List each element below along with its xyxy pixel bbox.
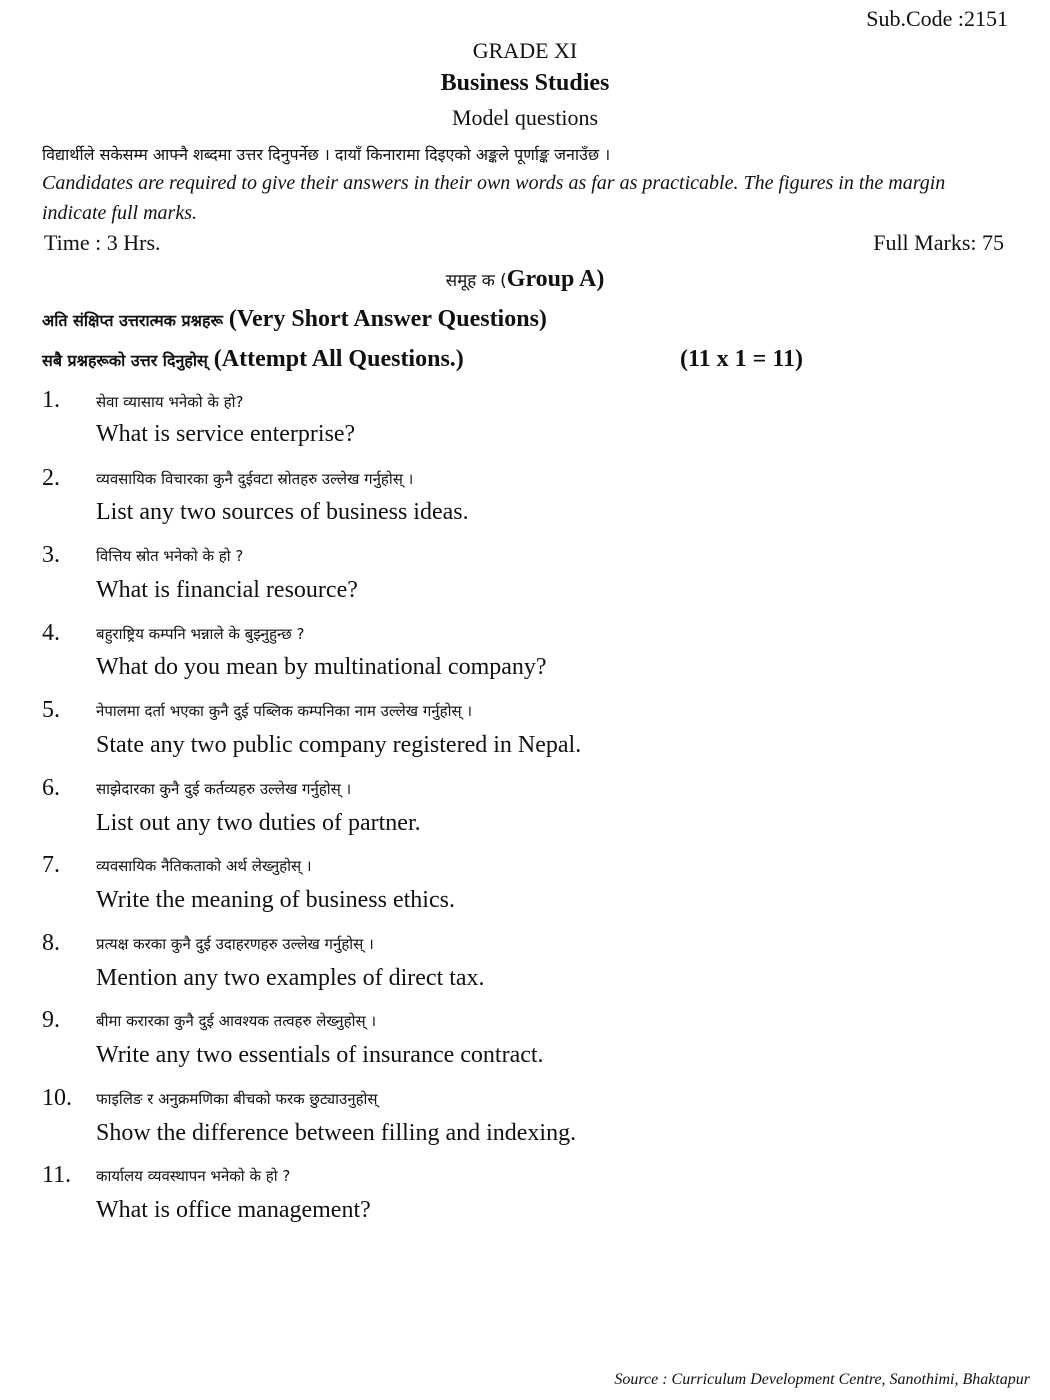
question-number: 11. bbox=[42, 1162, 72, 1188]
question-english: State any two public company registered in Nepal. bbox=[96, 732, 582, 758]
question-nepali: नेपालमा दर्ता भएका कुनै दुई पब्लिक कम्पनिका नाम उल्लेख गर्नुहोस् । bbox=[96, 702, 473, 720]
question-number: 3. bbox=[42, 542, 60, 568]
question-number: 7. bbox=[42, 852, 60, 878]
grade-title: GRADE XI bbox=[472, 38, 578, 63]
question-nepali: व्यवसायिक नैतिकताको अर्थ लेख्नुहोस् । bbox=[96, 857, 312, 875]
question-english: What is service enterprise? bbox=[96, 421, 356, 447]
attempt-english: (Attempt All Questions.) bbox=[213, 346, 464, 372]
source-footer: Source : Curriculum Development Centre, Sanothimi, Bhaktapur bbox=[614, 1371, 1030, 1388]
exam-time: Time : 3 Hrs. bbox=[44, 230, 161, 255]
question-nepali: व्यवसायिक विचारका कुनै दुईवटा स्रोतहरु उल्लेख गर्नुहोस् । bbox=[96, 470, 414, 488]
question-english: Write the meaning of business ethics. bbox=[96, 887, 455, 913]
instructions-english: Candidates are required to give their answers in their own words as far as practicable. The figures in the margin indicate full marks. bbox=[42, 172, 946, 224]
question-nepali: फाइलिङ र अनुक्रमणिका बीचको फरक छुट्याउनुहोस् bbox=[96, 1090, 378, 1108]
question-english: What do you mean by multinational company? bbox=[96, 654, 547, 680]
subtitle: Model questions bbox=[451, 105, 599, 130]
attempt-instruction bbox=[42, 346, 464, 373]
question-english: List any two sources of business ideas. bbox=[96, 499, 469, 525]
full-marks: Full Marks: 75 bbox=[873, 230, 1004, 255]
question-nepali: बीमा करारका कुनै दुई आवश्यक तत्वहरु लेख्नुहोस् । bbox=[96, 1012, 377, 1030]
question-type-english: (Very Short Answer Questions) bbox=[228, 306, 547, 332]
question-nepali: वित्तिय स्रोत भनेको के हो ? bbox=[96, 547, 244, 565]
question-type-heading bbox=[42, 306, 547, 333]
question-number: 10. bbox=[42, 1085, 72, 1111]
question-number: 1. bbox=[42, 387, 60, 413]
group-heading-nepali: समूह क ( bbox=[445, 271, 507, 291]
question-nepali: साझेदारका कुनै दुई कर्तव्यहरु उल्लेख गर्नुहोस् । bbox=[96, 780, 352, 798]
question-english: Show the difference between filling and indexing. bbox=[96, 1120, 577, 1146]
question-type-nepali: अति संक्षिप्त उत्तरात्मक प्रश्नहरू bbox=[42, 311, 223, 330]
subject-code: Sub.Code :2151 bbox=[866, 6, 1008, 31]
marks-formula: (11 x 1 = 11) bbox=[680, 346, 804, 372]
question-number: 5. bbox=[42, 697, 60, 723]
question-number: 8. bbox=[42, 930, 60, 956]
question-nepali: कार्यालय व्यवस्थापन भनेको के हो ? bbox=[96, 1167, 291, 1185]
question-number: 9. bbox=[42, 1007, 60, 1033]
subject-title: Business Studies bbox=[440, 70, 610, 96]
question-english: List out any two duties of partner. bbox=[96, 810, 421, 836]
question-nepali: प्रत्यक्ष करका कुनै दुई उदाहरणहरु उल्लेख गर्नुहोस् । bbox=[96, 935, 374, 953]
question-english: What is financial resource? bbox=[96, 577, 358, 603]
question-english: Mention any two examples of direct tax. bbox=[96, 965, 485, 991]
group-heading bbox=[0, 266, 1050, 293]
instructions-nepali: विद्यार्थीले सकेसम्म आफ्नै शब्दमा उत्तर दिनुपर्नेछ । दायाँ किनारामा दिइएको अङ्कले पूर्णाङ्क जनाउँछ । bbox=[42, 145, 611, 164]
question-number: 2. bbox=[42, 465, 60, 491]
group-heading-english: Group A) bbox=[506, 266, 605, 292]
question-english: Write any two essentials of insurance contract. bbox=[96, 1042, 544, 1068]
question-english: What is office management? bbox=[96, 1197, 371, 1223]
question-number: 6. bbox=[42, 775, 60, 801]
question-nepali: सेवा व्यासाय भनेको के हो? bbox=[96, 393, 244, 411]
attempt-nepali: सबै प्रश्नहरूको उत्तर दिनुहोस् bbox=[42, 351, 208, 370]
question-number: 4. bbox=[42, 620, 60, 646]
question-nepali: बहुराष्ट्रिय कम्पनि भन्नाले के बुझ्नुहुन्छ ? bbox=[96, 625, 305, 643]
